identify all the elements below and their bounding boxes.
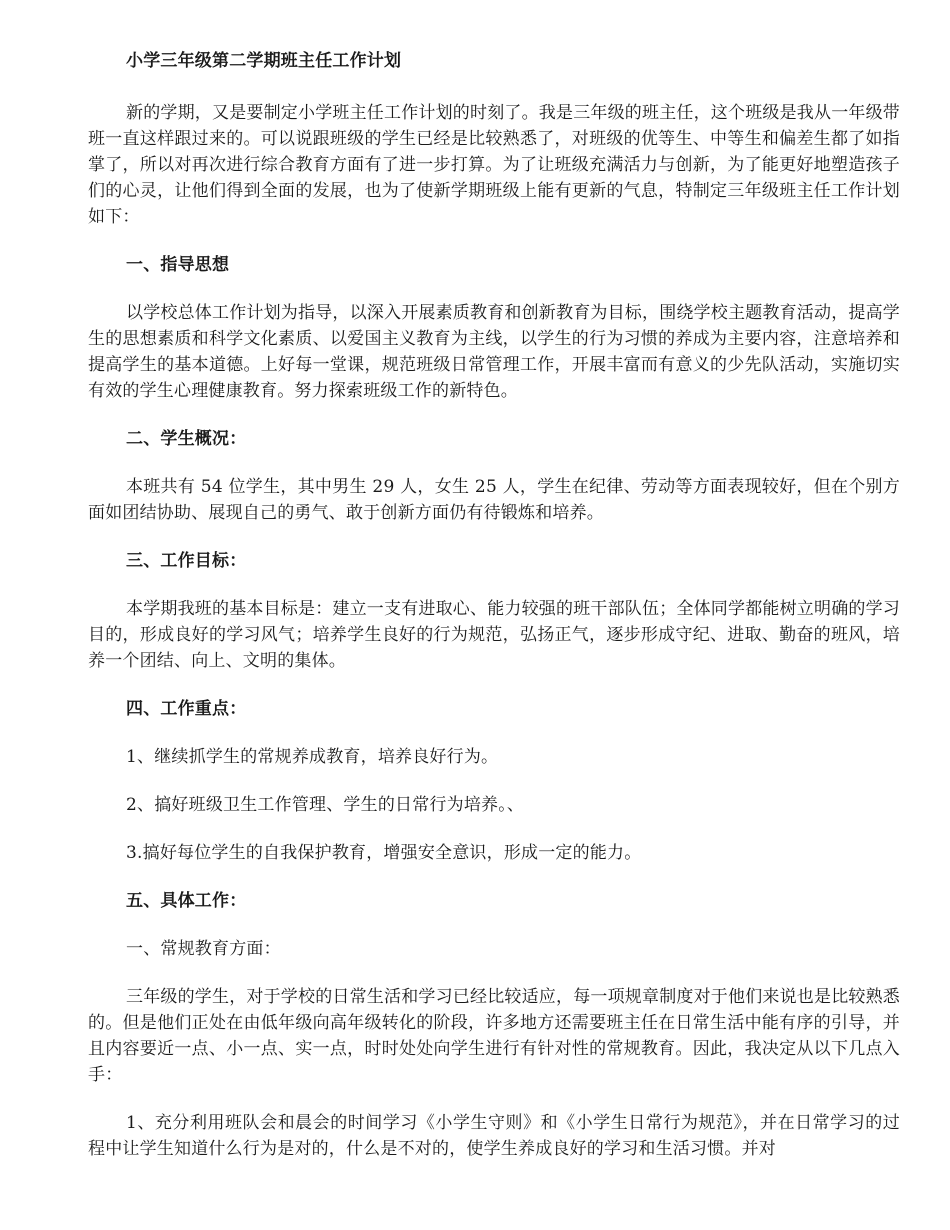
routine-education-item-1: 1、充分利用班队会和晨会的时间学习《小学生守则》和《小学生日常行为规范》，并在日常学习的过程中让学生知道什么行为是对的，什么是不对的，使学生养成良好的学习和生活习惯。并对 (88, 1113, 900, 1159)
specific-work-subheading: 一、常规教育方面： (126, 939, 281, 959)
work-focus-item-3: 3.搞好每位学生的自我保护教育，增强安全意识，形成一定的能力。 (126, 843, 642, 863)
section-text-guiding-ideology: 以学校总体工作计划为指导，以深入开展素质教育和创新教育为目标，围绕学校主题教育活动，提高学生的思想素质和科学文化素质、以爱国主义教育为主线，以学生的行为习惯的养成为主要内容，注意培养和提高学生的基本道德。上好每一堂课，规范班级日常管理工作，开展丰富而有意义的少先队活动，实施切实有效的学生心理健康教育。努力探索班级工作的新特色。 (88, 303, 900, 401)
document-page (88, 44, 900, 1184)
section-heading-specific-work: 五、具体工作： (126, 891, 247, 911)
work-focus-item-1: 1、继续抓学生的常规养成教育，培养良好行为。 (126, 747, 499, 767)
section-heading-student-overview: 二、学生概况： (126, 429, 247, 449)
section-text-student-overview: 本班共有 54 位学生，其中男生 29 人，女生 25 人，学生在纪律、劳动等方面表现较好，但在个别方面如团结协助、展现自己的勇气、敢于创新方面仍有待锻炼和培养。 (88, 477, 900, 523)
section-heading-work-goals: 三、工作目标： (126, 551, 247, 571)
intro-paragraph: 新的学期，又是要制定小学班主任工作计划的时刻了。我是三年级的班主任，这个班级是我从一年级带班一直这样跟过来的。可以说跟班级的学生已经是比较熟悉了，对班级的优等生、中等生和偏差生都了如指掌了，所以对再次进行综合教育方面有了进一步打算。为了让班级充满活力与创新，为了能更好地塑造孩子们的心灵，让他们得到全面的发展，也为了使新学期班级上能有更新的气息，特制定三年级班主任工作计划如下： (88, 103, 900, 227)
section-text-work-goals: 本学期我班的基本目标是：建立一支有进取心、能力较强的班干部队伍；全体同学都能树立明确的学习目的，形成良好的学习风气；培养学生良好的行为规范，弘扬正气，逐步形成守纪、进取、勤奋的班风，培养一个团结、向上、文明的集体。 (88, 599, 900, 671)
work-focus-item-2: 2、搞好班级卫生工作管理、学生的日常行为培养。、 (126, 795, 525, 815)
section-text-routine-education: 三年级的学生，对于学校的日常生活和学习已经比较适应，每一项规章制度对于他们来说也是比较熟悉的。但是他们正处在由低年级向高年级转化的阶段，许多地方还需要班主任在日常生活中能有序的引导，并且内容要近一点、小一点、实一点，时时处处向学生进行有针对性的常规教育。因此，我决定从以下几点入手： (88, 987, 900, 1085)
document-title: 小学三年级第二学期班主任工作计划 (126, 51, 402, 71)
section-heading-work-focus: 四、工作重点： (126, 699, 247, 719)
section-heading-guiding-ideology: 一、指导思想 (126, 255, 230, 275)
